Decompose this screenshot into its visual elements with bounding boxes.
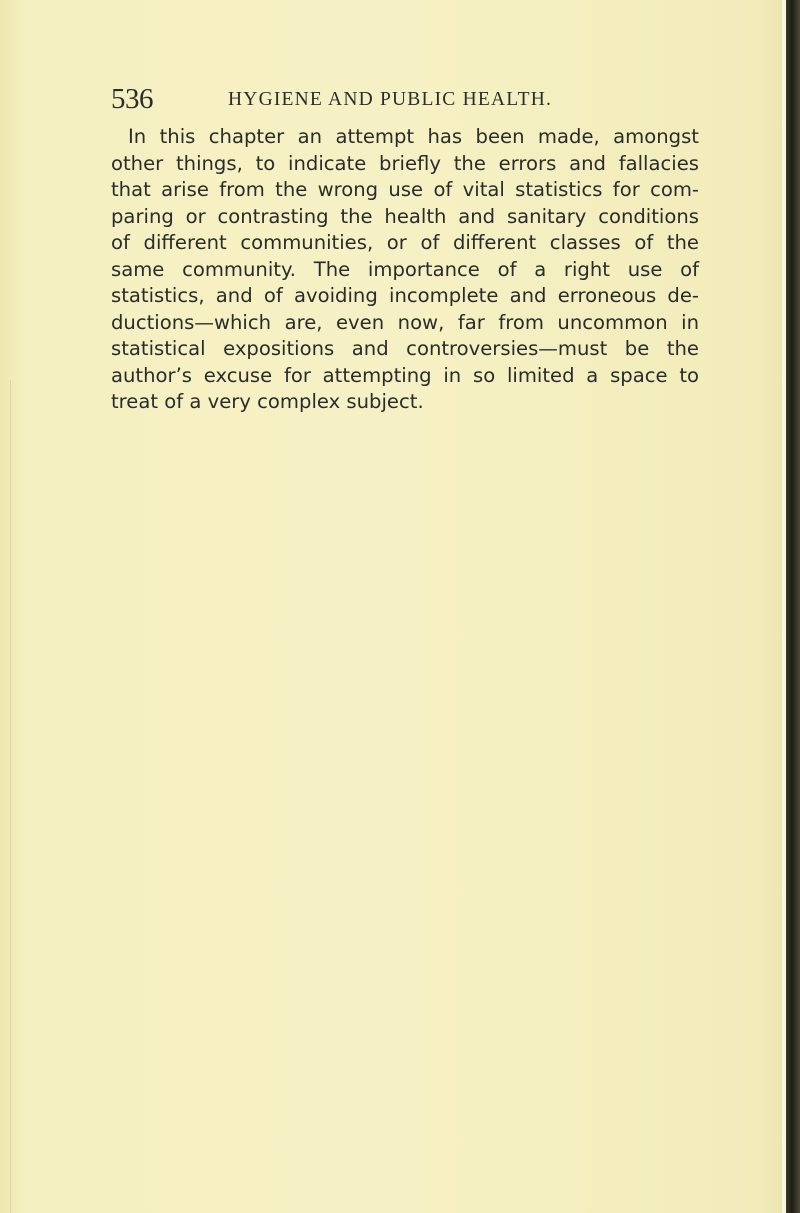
text-line: paring or contrasting the health and sanitary conditions [111,204,699,228]
text-line: that arise from the wrong use of vital statistics for com- [111,178,699,201]
text-line: treat of a very complex subject. [111,390,424,413]
text-line: ductions—which are, even now, far from uncommon in [111,310,699,334]
text-line: statistics, and of avoiding incomplete and erroneous de- [111,284,699,307]
text-line: statistical expositions and controversies—must be the [111,337,699,360]
running-head: HYGIENE AND PUBLIC HEALTH. [228,89,553,110]
text-line: In this chapter an attempt has been made, amongst [128,125,699,148]
gutter-shadow [10,380,11,1213]
book-edge [786,0,800,1213]
page-header [111,82,691,122]
text-line: same community. The importance of a right use of [111,257,699,281]
body-paragraph [111,124,711,416]
text-line: author’s excuse for attempting in so limited a space to [111,363,699,387]
text-line: other things, to indicate briefly the errors and fallacies [111,151,699,175]
text-line: of different communities, or of different classes of the [111,231,699,254]
page-number: 536 [111,83,153,115]
